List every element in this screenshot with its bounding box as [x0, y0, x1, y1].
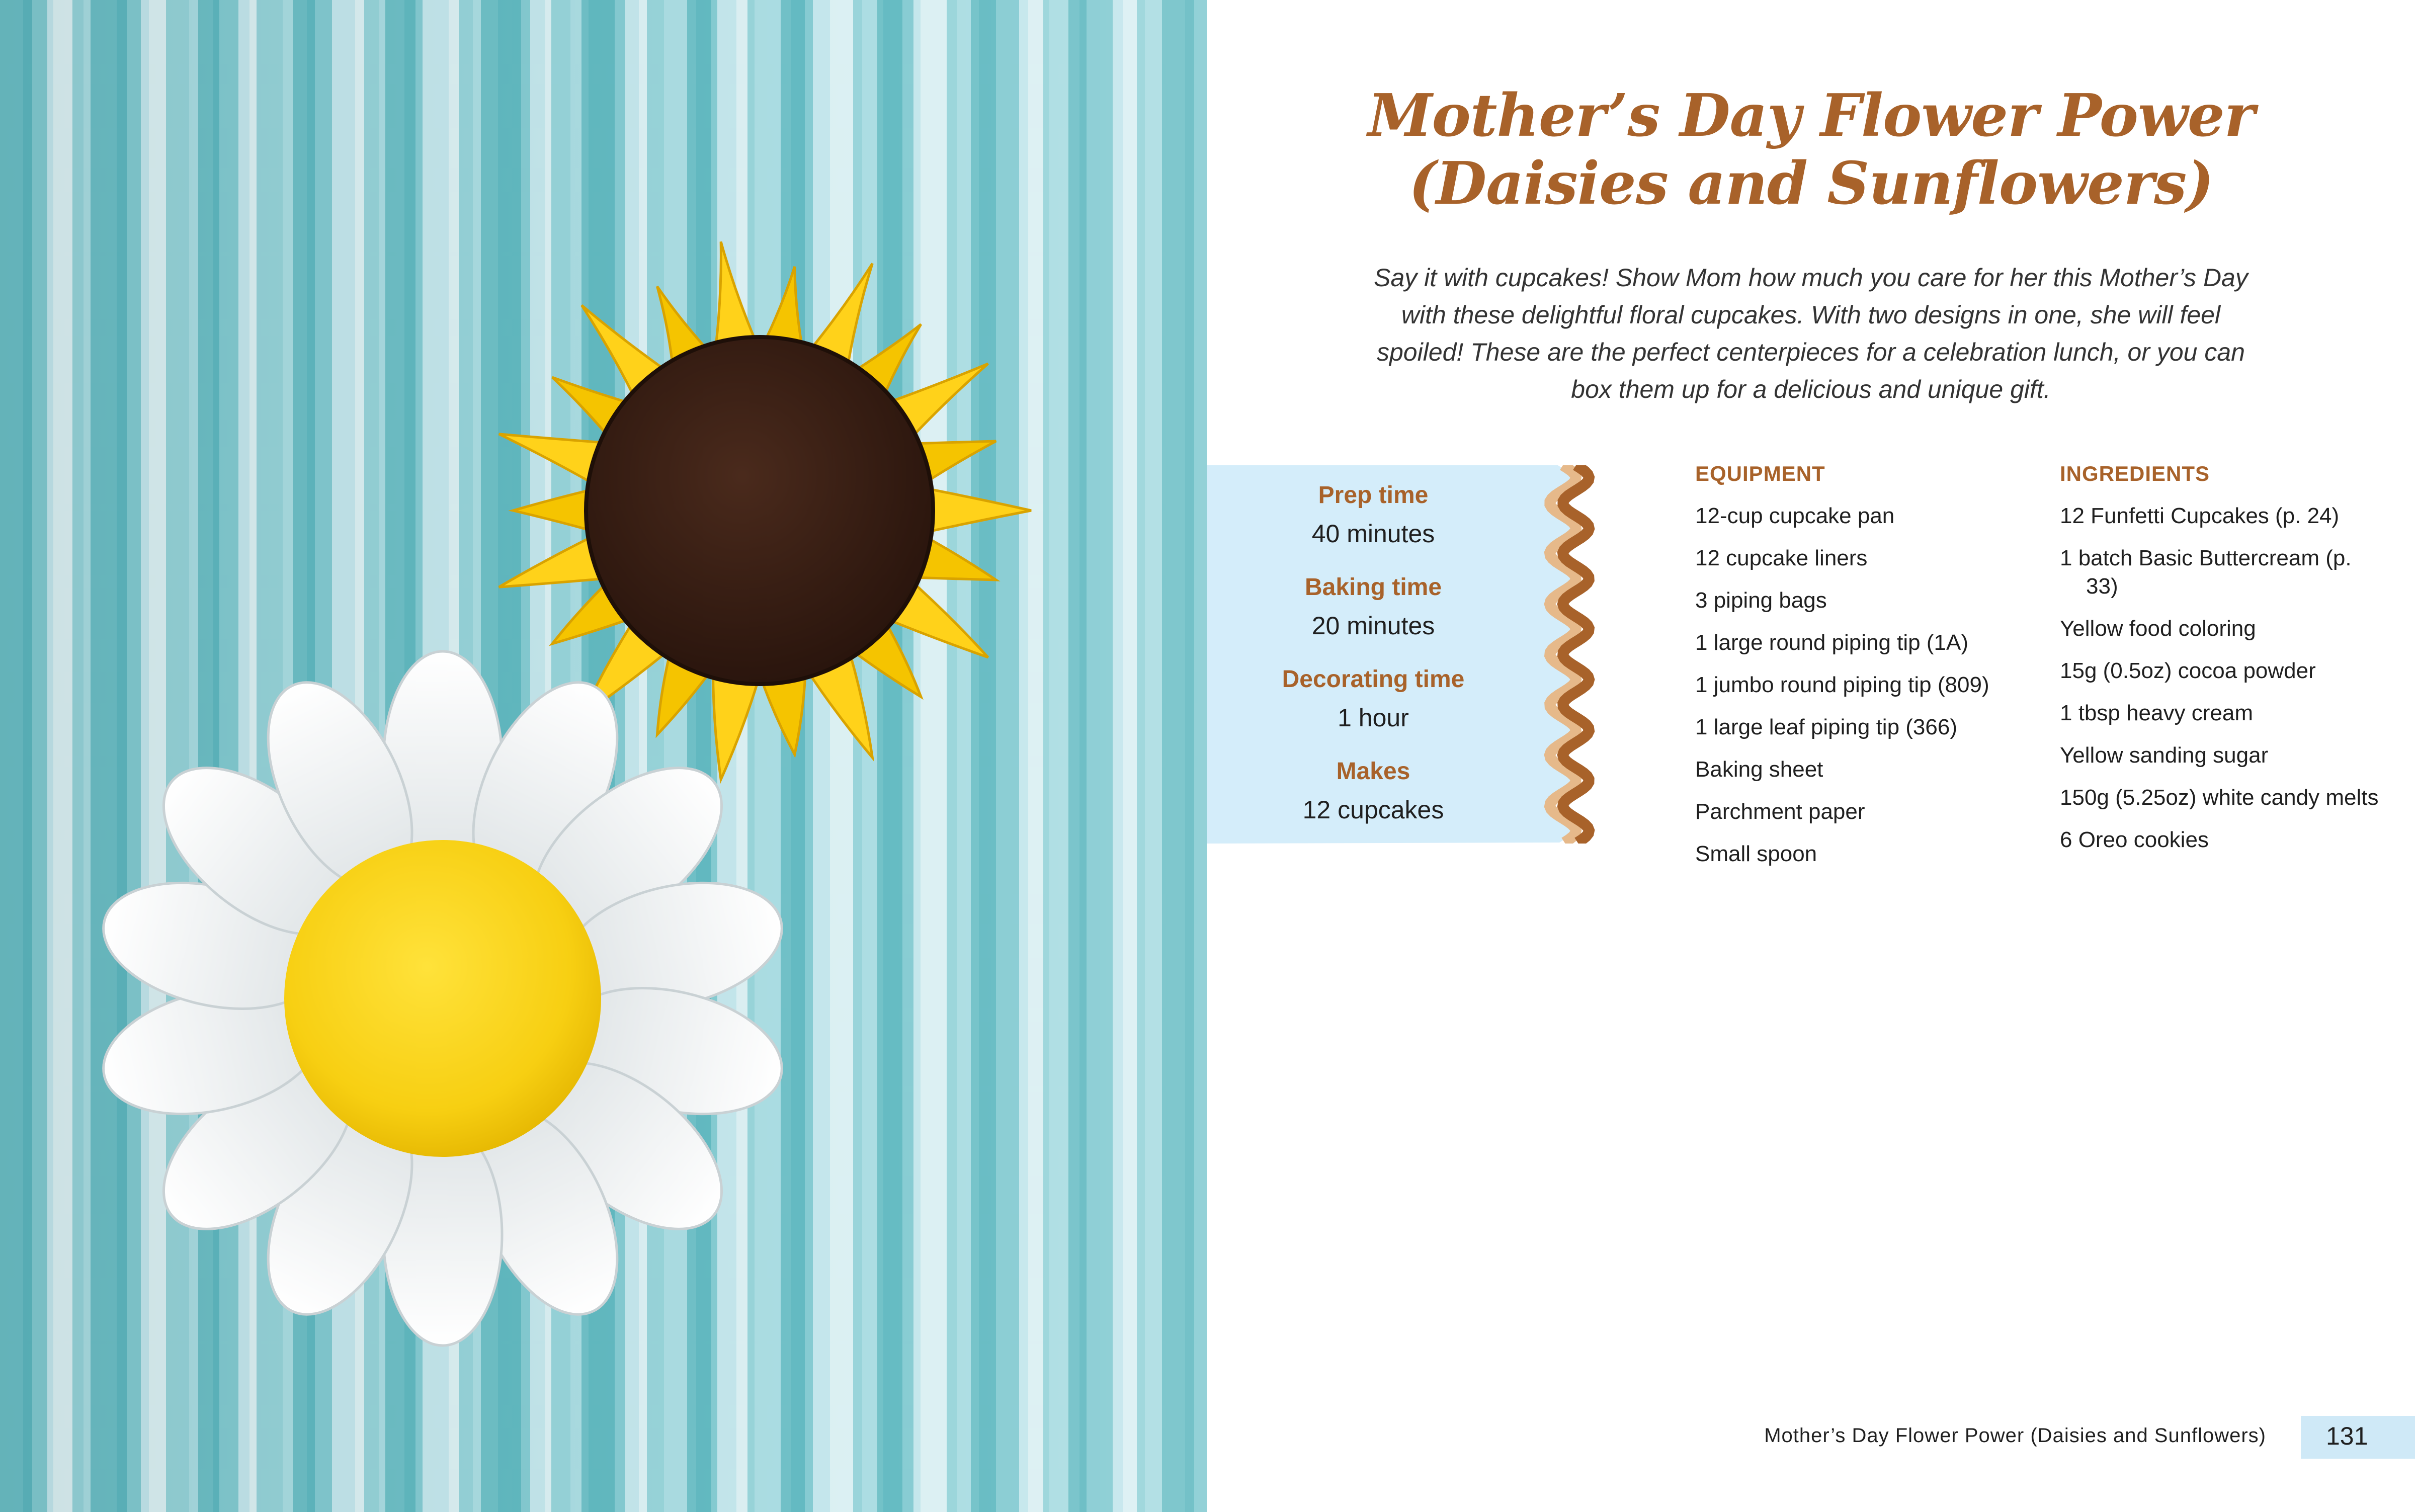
list-item: 1 tbsp heavy cream	[2060, 701, 2253, 725]
recipe-info-box	[1207, 465, 1610, 844]
list-item: Yellow food coloring	[2060, 616, 2256, 641]
equipment-heading: EQUIPMENT	[1695, 462, 1825, 485]
recipe-title-line-2: (Daisies and Sunflowers)	[1408, 149, 2214, 218]
list-item: Baking sheet	[1695, 757, 1823, 782]
ingredients-list	[2060, 502, 2382, 868]
running-footer-title: Mother’s Day Flower Power (Daisies and Sunflowers)	[1764, 1424, 2266, 1447]
list-item: 15g (0.5oz) cocoa powder	[2060, 658, 2316, 683]
info-value: 40 minutes	[1311, 520, 1435, 548]
list-item: 6 Oreo cookies	[2060, 827, 2209, 852]
info-label: Decorating time	[1282, 666, 1465, 693]
equipment-list	[1695, 502, 2017, 882]
list-item: 1 batch Basic Buttercream (p. 33)	[2060, 546, 2352, 599]
list-item: Yellow sanding sugar	[2060, 743, 2269, 768]
info-label: Makes	[1336, 758, 1410, 785]
info-decorating-time	[1207, 664, 1539, 734]
recipe-page	[1207, 0, 2415, 1512]
page-number: 131	[2326, 1422, 2368, 1450]
list-item: 12-cup cupcake pan	[1695, 503, 1895, 528]
list-item: 12 Funfetti Cupcakes (p. 24)	[2060, 503, 2340, 528]
info-value: 1 hour	[1338, 704, 1409, 732]
list-item: Small spoon	[1695, 842, 1817, 866]
cupcake-photo	[0, 0, 1207, 1512]
recipe-intro: Say it with cupcakes! Show Mom how much you care for her this Mother’s Day with these delightful floral cupcakes. With two designs in one, she will feel spoiled! These are the perfect centerpieces for a celebration lunch, or you can box them up for a delicious and unique gift.	[1374, 264, 2248, 403]
list-item: 1 jumbo round piping tip (809)	[1695, 673, 1989, 697]
ingredients-heading: INGREDIENTS	[2060, 462, 2210, 485]
list-item: 12 cupcake liners	[1695, 546, 1868, 570]
photo-illustration	[0, 0, 1207, 1512]
list-item: 1 large leaf piping tip (366)	[1695, 715, 1957, 739]
list-item: 3 piping bags	[1695, 588, 1827, 613]
info-prep-time	[1207, 480, 1539, 550]
info-baking-time	[1207, 572, 1539, 642]
info-value: 20 minutes	[1311, 612, 1435, 640]
info-makes	[1207, 757, 1539, 826]
list-item: Parchment paper	[1695, 799, 1865, 824]
info-value: 12 cupcakes	[1302, 796, 1444, 824]
list-item: 1 large round piping tip (1A)	[1695, 630, 1968, 655]
info-label: Prep time	[1318, 482, 1429, 509]
list-item: 150g (5.25oz) white candy melts	[2060, 785, 2379, 810]
info-label: Baking time	[1304, 574, 1442, 601]
recipe-title-line-1: Mother’s Day Flower Power	[1368, 81, 2255, 150]
